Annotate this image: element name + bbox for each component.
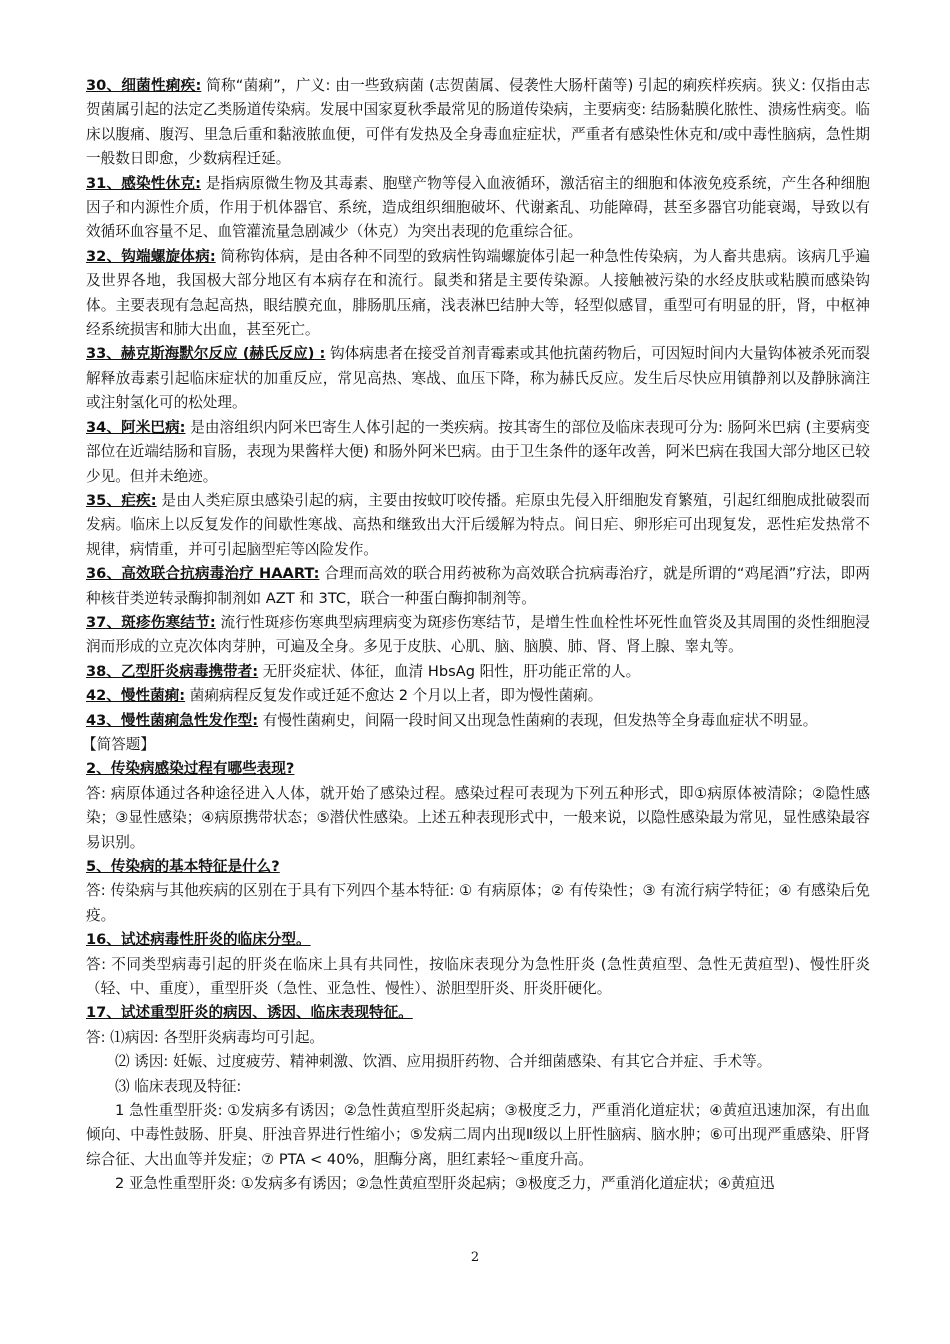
question-heading: 2、传染病感染过程有哪些表现? (86, 760, 295, 778)
page-number: 2 (470, 1250, 480, 1265)
answer-cause: 答: ⑴病因: 各型肝炎病毒均可引起。 (86, 1028, 325, 1046)
definition-entry (86, 709, 870, 733)
entry-text: 合理而高效的联合用药被称为高效联合抗病毒治疗，就是所谓的“鸡尾酒”疗法，即两种核苷类逆转录酶抑制剂如 AZT 和 3TC，联合一种蛋白酶抑制剂等。 (86, 565, 870, 607)
entry-term: 30、细菌性痢疾: (86, 77, 202, 94)
definition-entry (86, 342, 870, 415)
definition-entry (86, 245, 870, 343)
entry-term: 32、钩端螺旋体病: (86, 247, 216, 265)
answer-text: 答: 不同类型病毒引起的肝炎在临床上具有共同性，按临床表现分为急性肝炎 (急性黄疸型、急性无黄疸型)、慢性肝炎（轻、中、重度），重型肝炎（急性、亚急性、慢性）、淤胆型肝炎、肝炎肝硬化。 (86, 955, 870, 998)
entry-text: 简称钩体病，是由各种不同型的致病性钩端螺旋体引起一种急性传染病，为人畜共患病。该病几乎遍及世界各地，我国极大部分地区有本病存在和流行。鼠类和猪是主要传染源。人接触被污染的水经皮肤或粘膜而感染钩体。主要表现有急起高热，眼结膜充血，腓肠肌压痛，浅表淋巴结肿大等，轻型似感冒，重型可有明显的肝，肾，中枢神经系统损害和肺大出血，甚至死亡。 (86, 247, 870, 339)
entry-term: 42、慢性菌痢: (86, 687, 186, 705)
entry-text: 钩体病患者在接受首剂青霉素或其他抗菌药物后，可因短时间内大量钩体被杀死而裂解释放毒素引起临床症状的加重反应，常见高热、寒战、血压下降，称为赫氏反应。发生后尽快应用镇静剂以及静脉滴注或注射氢化可的松处理。 (86, 345, 870, 412)
entry-text: 是由溶组织内阿米巴寄生人体引起的一类疾病。按其寄生的部位及临床表现可分为: 肠阿米巴病 (主要病变部位在近端结肠和盲肠，表现为果酱样大便) 和肠外阿米巴病。由于卫生条件的逐年改善，阿米巴病在我国大部分地区已较少见。但并未绝迹。 (86, 418, 870, 485)
entry-term: 35、疟疾: (86, 491, 157, 509)
definition-entry (86, 489, 870, 562)
entry-text: 简称“菌痢”，广义: 由一些致病菌 (志贺菌属、侵袭性大肠杆菌等) 引起的痢疾样疾病。狭义: 仅指由志贺菌属引起的法定乙类肠道传染病。发展中国家夏秋季最常见的肠道传染病，主要病变: 结肠黏膜化脓性、溃疡性病变。临床以腹痛、腹泻、里急后重和黏液脓血便，可伴有发热及全身毒血症症状，严重者有感染性休克和/或中毒性脑病，急性期一般数日即愈，少数病程迁延。 (86, 77, 870, 168)
entry-term: 36、高效联合抗病毒治疗 HAART: (86, 565, 320, 583)
entry-term: 37、斑疹伤寒结节: (86, 613, 216, 631)
answer-text: 答: 传染病与其他疾病的区别在于具有下列四个基本特征: ① 有病原体；② 有传染性；③ 有流行病学特征；④ 有感染后免疫。 (86, 882, 870, 924)
definition-entry (86, 562, 870, 611)
definition-entry (86, 74, 870, 172)
question-heading: 5、传染病的基本特征是什么? (86, 858, 280, 875)
entry-term: 33、赫克斯海默尔反应 (赫氏反应) : (86, 345, 326, 363)
document-page (82, 74, 870, 1197)
entry-term: 34、阿米巴病: (86, 418, 186, 436)
entry-term: 31、感染性休克: (86, 174, 201, 192)
entry-term: 43、慢性菌痢急性发作型: (86, 711, 259, 729)
definition-entry (86, 416, 870, 489)
entry-text: 无肝炎症状、体征，血清 HbsAg 阳性，肝功能正常的人。 (258, 662, 641, 680)
definition-entry (86, 684, 870, 708)
entry-term: 38、乙型肝炎病毒携带者: (86, 662, 259, 680)
definition-entry (86, 660, 870, 684)
entry-text: 是指病原微生物及其毒素、胞壁产物等侵入血液循环，激活宿主的细胞和体液免疫系统，产生各种细胞因子和内源性介质，作用于机体器官、系统，造成组织细胞破坏、代谢紊乱、功能障碍，甚至多器官功能衰竭，导致以有效循环血容量不足、血管灌流量急剧减少（休克）为突出表现的危重综合征。 (86, 174, 870, 241)
entry-text: 有慢性菌痢史，间隔一段时间又出现急性菌痢的表现，但发热等全身毒血症状不明显。 (258, 711, 818, 729)
section-title: 【简答题】 (82, 735, 155, 753)
entry-text: 是由人类疟原虫感染引起的病，主要由按蚊叮咬传播。疟原虫先侵入肝细胞发育繁殖，引起红细胞成批破裂而发病。临床上以反复发作的间歇性寒战、高热和继致出大汗后缓解为特点。间日疟、卵形疟可出现复发，恶性疟发热常不规律，病情重，并可引起脑型疟等凶险发作。 (86, 491, 870, 558)
question-heading: 17、试述重型肝炎的病因、诱因、临床表现特征。 (86, 1004, 413, 1022)
entry-text: 流行性斑疹伤寒典型病理病变为斑疹伤寒结节，是增生性血栓性坏死性血管炎及其周围的炎性细胞浸润而形成的立克次体肉芽肿，可遍及全身。多见于皮肤、心肌、脑、脑膜、肺、肾、肾上腺、睾丸等。 (86, 613, 870, 656)
answer-text: 答: 病原体通过各种途径进入人体，就开始了感染过程。感染过程可表现为下列五种形式，即①病原体被清除；②隐性感染；③显性感染；④病原携带状态；⑤潜伏性感染。上述五种表现形式中，一般来说，以隐性感染最为常见，显性感染最容易识别。 (86, 784, 870, 851)
question-heading: 16、试述病毒性肝炎的临床分型。 (86, 931, 311, 949)
definition-list (86, 74, 870, 733)
answer-acute-type: 1 急性重型肝炎: ①发病多有诱因；②急性黄疸型肝炎起病；③极度乏力，严重消化道症状；④黄疸迅速加深，有出血倾向、中毒性鼓肠、肝臭、肝浊音界进行性缩小；⑤发病二周内出现Ⅱ级以上肝性脑病、脑水肿；⑥可出现严重感染、肝肾综合征、大出血等并发症；⑦ PTA < 40%，胆酶分离，胆红素轻～重度升高。 (86, 1102, 870, 1168)
answer-features-label: ⑶ 临床表现及特征: (115, 1077, 242, 1095)
definition-entry (86, 611, 870, 660)
definition-entry (86, 172, 870, 245)
answer-trigger: ⑵ 诱因: 妊娠、过度疲劳、精神刺激、饮酒、应用损肝药物、合并细菌感染、有其它合并症、手术等。 (115, 1053, 772, 1071)
entry-text: 菌痢病程反复发作或迁延不愈达 2 个月以上者，即为慢性菌痢。 (185, 687, 603, 705)
answer-subacute-type: 2 亚急性重型肝炎: ①发病多有诱因；②急性黄疸型肝炎起病；③极度乏力，严重消化道症状；④黄疸迅 (115, 1175, 775, 1193)
